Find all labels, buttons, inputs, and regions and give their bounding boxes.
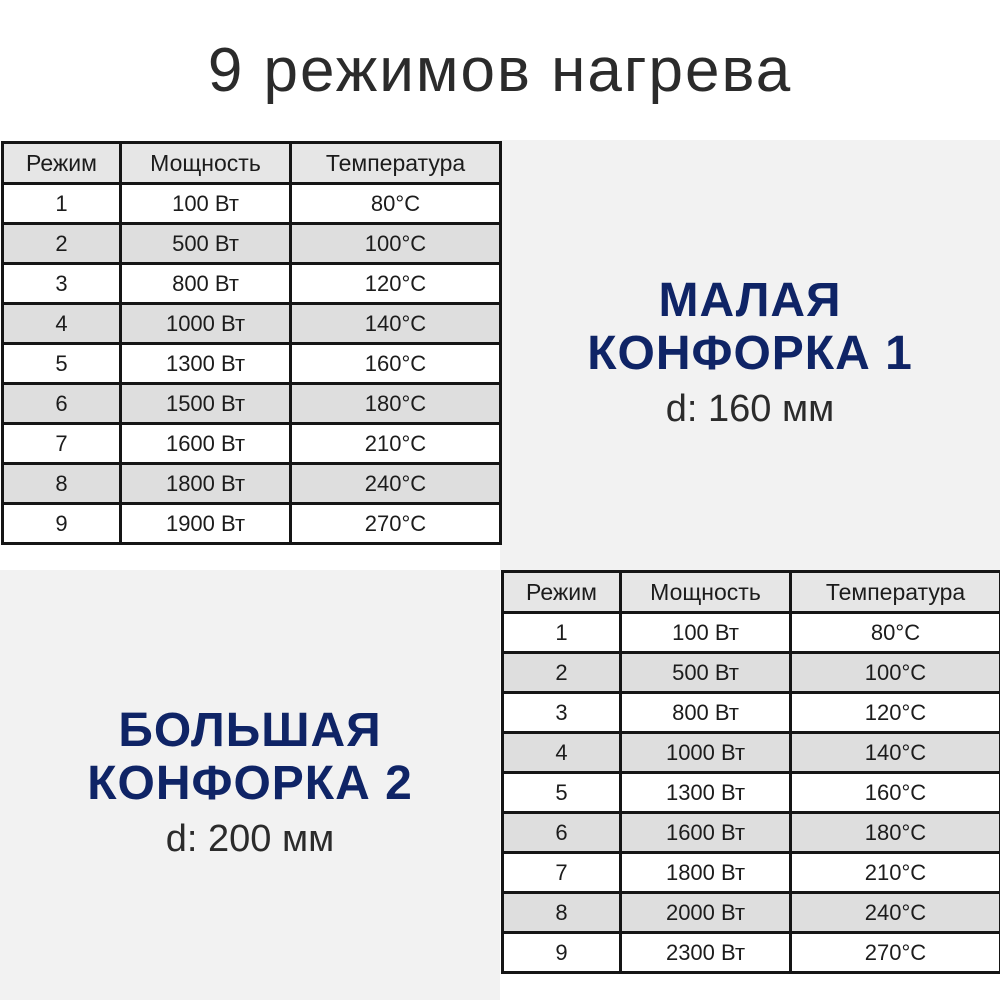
- table-row: [503, 653, 1000, 693]
- cell-temperature: 210°C: [791, 853, 1000, 893]
- cell-power: 1800 Вт: [621, 853, 791, 893]
- cell-temperature: 100°C: [291, 224, 501, 264]
- cell-mode: 7: [3, 424, 121, 464]
- burner-1-label: [500, 275, 1000, 430]
- burner-2-label: [0, 705, 500, 860]
- cell-temperature: 140°C: [791, 733, 1000, 773]
- cell-power: 800 Вт: [121, 264, 291, 304]
- cell-power: 1900 Вт: [121, 504, 291, 544]
- header-power: Мощность: [621, 572, 791, 613]
- cell-temperature: 160°C: [291, 344, 501, 384]
- header-mode: Режим: [503, 572, 621, 613]
- cell-mode: 2: [3, 224, 121, 264]
- table-row: [503, 693, 1000, 733]
- cell-mode: 9: [3, 504, 121, 544]
- cell-temperature: 160°C: [791, 773, 1000, 813]
- cell-temperature: 270°C: [291, 504, 501, 544]
- cell-temperature: 100°C: [791, 653, 1000, 693]
- cell-mode: 1: [503, 613, 621, 653]
- cell-temperature: 240°C: [291, 464, 501, 504]
- cell-temperature: 140°C: [291, 304, 501, 344]
- cell-mode: 6: [503, 813, 621, 853]
- header-mode: Режим: [3, 143, 121, 184]
- table-row: [503, 813, 1000, 853]
- cell-mode: 4: [3, 304, 121, 344]
- cell-power: 1600 Вт: [621, 813, 791, 853]
- table-row: [3, 224, 501, 264]
- table-row: [3, 504, 501, 544]
- cell-mode: 9: [503, 933, 621, 973]
- table-row: [3, 384, 501, 424]
- table-row: [503, 893, 1000, 933]
- cell-temperature: 180°C: [291, 384, 501, 424]
- page-title: 9 режимов нагрева: [207, 35, 793, 105]
- table-row: [503, 773, 1000, 813]
- cell-power: 1000 Вт: [621, 733, 791, 773]
- burner-2-modes-table: [501, 570, 1000, 974]
- header-temperature: Температура: [791, 572, 1000, 613]
- cell-temperature: 80°C: [791, 613, 1000, 653]
- cell-mode: 8: [3, 464, 121, 504]
- burner-1-name-line2: КОНФОРКА 1: [587, 326, 913, 380]
- table-row: [503, 733, 1000, 773]
- cell-mode: 5: [503, 773, 621, 813]
- header-power: Мощность: [121, 143, 291, 184]
- cell-temperature: 180°C: [791, 813, 1000, 853]
- cell-power: 500 Вт: [121, 224, 291, 264]
- table-row: [3, 184, 501, 224]
- table-row: [3, 264, 501, 304]
- burner-1-modes-table: [1, 141, 502, 545]
- cell-temperature: 80°C: [291, 184, 501, 224]
- table-row: [3, 464, 501, 504]
- cell-power: 100 Вт: [121, 184, 291, 224]
- header-temperature: Температура: [291, 143, 501, 184]
- table-header-row: [503, 572, 1000, 613]
- cell-mode: 3: [503, 693, 621, 733]
- table-row: [3, 344, 501, 384]
- cell-temperature: 210°C: [291, 424, 501, 464]
- table-row: [503, 933, 1000, 973]
- burner-2-diameter: d: 200 мм: [165, 817, 335, 860]
- cell-power: 500 Вт: [621, 653, 791, 693]
- cell-temperature: 270°C: [791, 933, 1000, 973]
- cell-power: 1300 Вт: [621, 773, 791, 813]
- cell-mode: 7: [503, 853, 621, 893]
- burner-1-name-line1: МАЛАЯ: [658, 274, 842, 327]
- cell-power: 100 Вт: [621, 613, 791, 653]
- cell-power: 1300 Вт: [121, 344, 291, 384]
- cell-mode: 3: [3, 264, 121, 304]
- table-header-row: [3, 143, 501, 184]
- table-row: [503, 613, 1000, 653]
- table-row: [3, 304, 501, 344]
- cell-power: 2300 Вт: [621, 933, 791, 973]
- burner-2-name-line1: БОЛЬШАЯ: [118, 704, 382, 757]
- table-row: [503, 853, 1000, 893]
- cell-mode: 6: [3, 384, 121, 424]
- cell-power: 1800 Вт: [121, 464, 291, 504]
- cell-mode: 5: [3, 344, 121, 384]
- burner-1-diameter: d: 160 мм: [665, 387, 835, 430]
- cell-temperature: 240°C: [791, 893, 1000, 933]
- cell-power: 1000 Вт: [121, 304, 291, 344]
- burner-2-name-line2: КОНФОРКА 2: [87, 756, 413, 810]
- cell-temperature: 120°C: [291, 264, 501, 304]
- cell-temperature: 120°C: [791, 693, 1000, 733]
- cell-power: 1600 Вт: [121, 424, 291, 464]
- cell-mode: 1: [3, 184, 121, 224]
- cell-power: 2000 Вт: [621, 893, 791, 933]
- cell-power: 800 Вт: [621, 693, 791, 733]
- table-row: [3, 424, 501, 464]
- cell-mode: 4: [503, 733, 621, 773]
- cell-mode: 2: [503, 653, 621, 693]
- cell-power: 1500 Вт: [121, 384, 291, 424]
- cell-mode: 8: [503, 893, 621, 933]
